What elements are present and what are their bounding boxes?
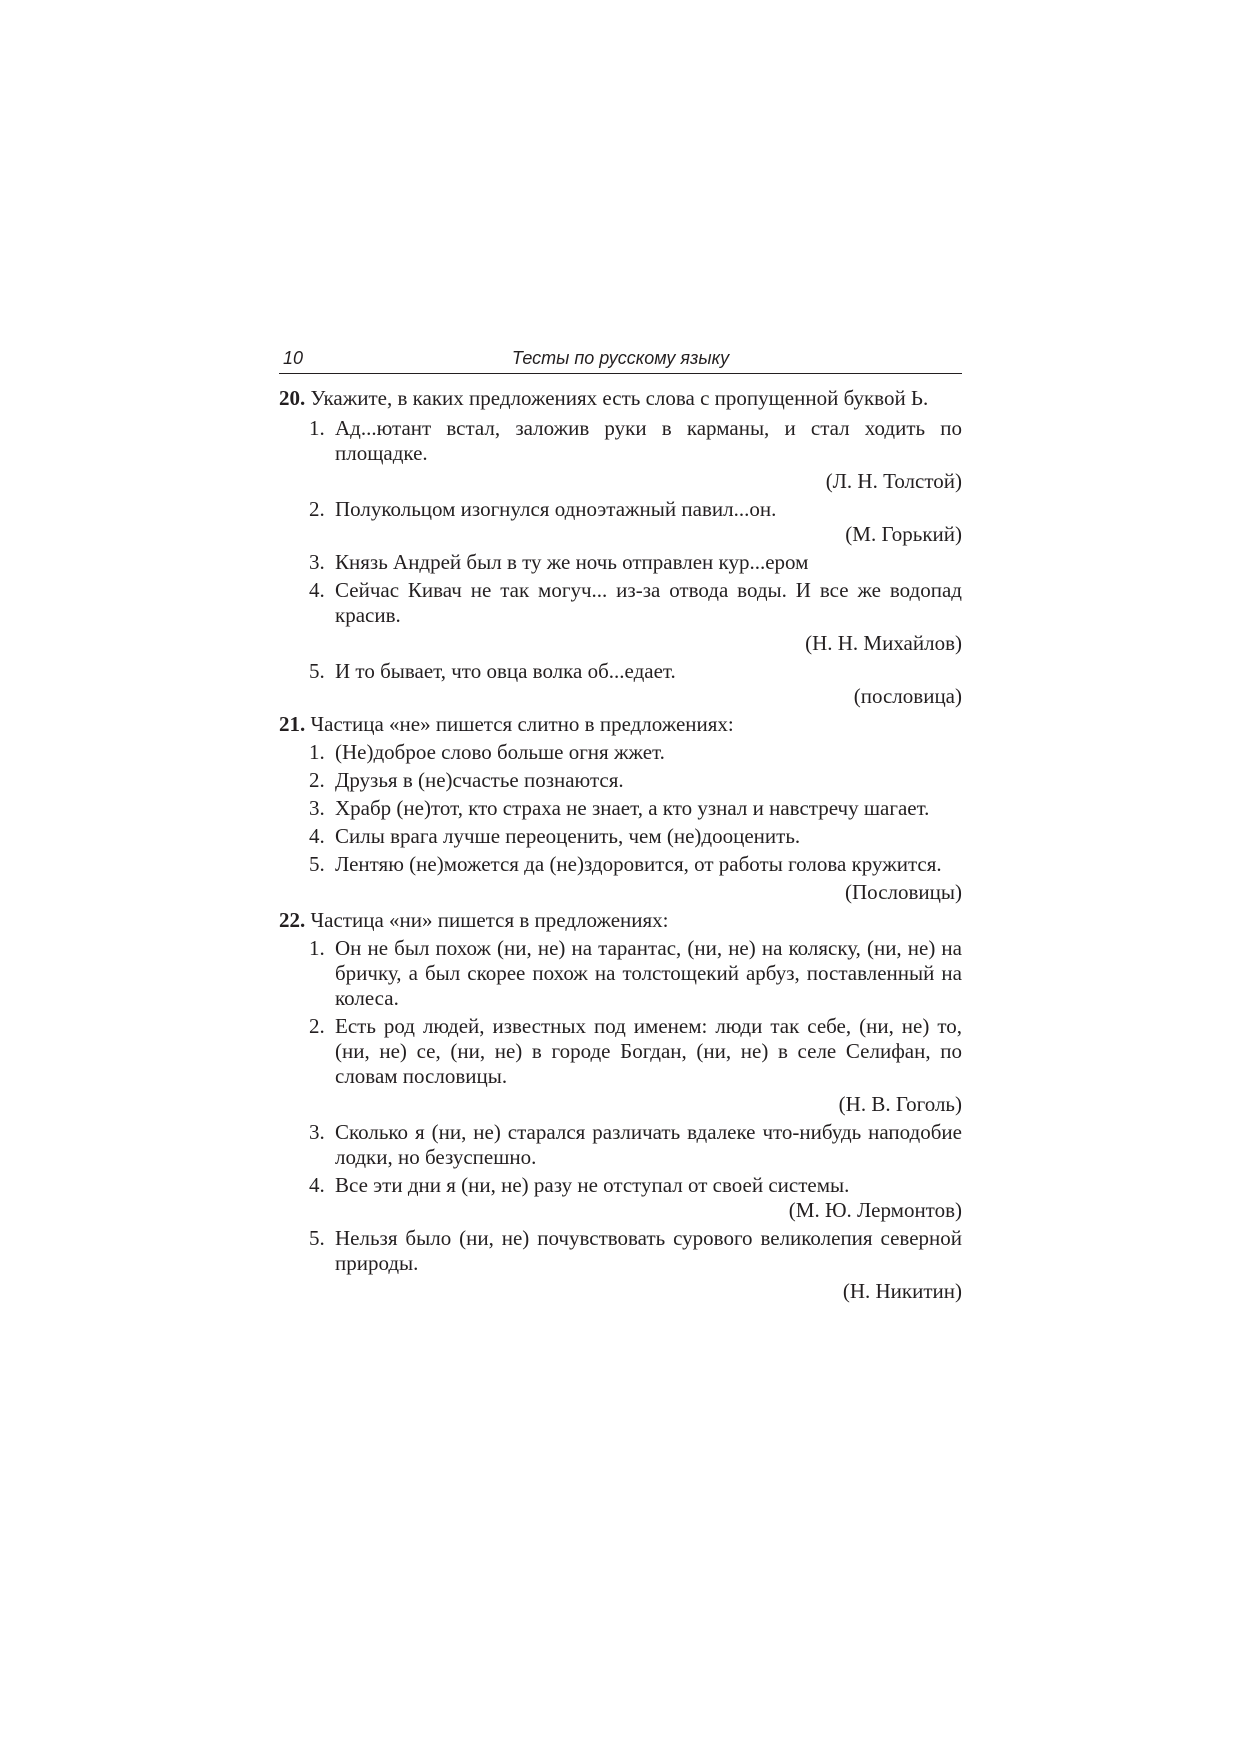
option-text: Есть род людей, известных под именем: люди так себе, (ни, не) то, (ни, не) се, (ни, не) в городе Богдан, (ни, не) в селе Селифан, по словам пословицы.	[335, 1014, 962, 1088]
question-prompt	[279, 712, 962, 737]
answer-option	[279, 740, 962, 765]
option-number: 5.	[309, 1226, 325, 1250]
option-number: 2.	[309, 497, 325, 521]
question-22	[279, 908, 962, 1304]
answer-option	[279, 768, 962, 793]
option-number: 3.	[309, 550, 325, 574]
answer-option	[279, 936, 962, 1011]
answer-option	[279, 497, 962, 522]
option-number: 4.	[309, 824, 325, 848]
attribution: (пословица)	[853, 684, 962, 708]
option-number: 2.	[309, 768, 325, 792]
answer-option	[279, 659, 962, 684]
attribution: (М. Горький)	[845, 522, 962, 546]
option-text: (Не)доброе слово больше огня жжет.	[335, 740, 665, 764]
question-20	[279, 386, 962, 709]
answer-option	[279, 1226, 962, 1276]
option-text: Полукольцом изогнулся одноэтажный павил...он.	[335, 497, 777, 521]
question-number: 21.	[279, 712, 306, 736]
page-number: 10	[283, 348, 304, 368]
attribution: (Пословицы)	[845, 880, 962, 904]
attribution: (Н. Никитин)	[842, 1279, 962, 1303]
answer-option	[279, 578, 962, 628]
answer-option	[279, 1120, 962, 1170]
option-number: 5.	[309, 852, 325, 876]
question-prompt	[279, 386, 962, 411]
question-prompt	[279, 908, 962, 933]
answer-option	[279, 796, 962, 821]
option-text: Он не был похож (ни, не) на тарантас, (ни, не) на коляску, (ни, не) на бричку, а был скорее похож на толстощекий арбуз, поставленный на колеса.	[335, 936, 962, 1010]
attribution: (М. Ю. Лермонтов)	[788, 1198, 962, 1222]
question-text: Укажите, в каких предложениях есть слова с пропущенной буквой Ь.	[310, 386, 929, 410]
option-number: 4.	[309, 578, 325, 602]
answer-option	[279, 824, 962, 849]
attribution: (Н. Н. Михайлов)	[805, 631, 962, 655]
option-number: 3.	[309, 1120, 325, 1144]
answer-option	[279, 416, 962, 466]
option-text: Лентяю (не)можется да (не)здоровится, от работы голова кружится.	[335, 852, 942, 876]
option-text: Сейчас Кивач не так могуч... из-за отвода воды. И все же водопад красив.	[335, 578, 962, 627]
attribution: (Н. В. Гоголь)	[838, 1092, 962, 1116]
option-number: 1.	[309, 416, 325, 440]
option-text: Друзья в (не)счастье познаются.	[335, 768, 624, 792]
option-text: Ад...ютант встал, заложив руки в карманы, и стал ходить по площадке.	[335, 416, 962, 465]
attribution: (Л. Н. Толстой)	[825, 469, 962, 493]
option-number: 1.	[309, 936, 325, 960]
option-text: Храбр (не)тот, кто страха не знает, а кто узнал и навстречу шагает.	[335, 796, 930, 820]
answer-option	[279, 1173, 962, 1198]
option-text: Князь Андрей был в ту же ночь отправлен кур...ером	[335, 550, 809, 574]
option-text: И то бывает, что овца волка об...едает.	[335, 659, 676, 683]
answer-option	[279, 1014, 962, 1089]
option-number: 2.	[309, 1014, 325, 1038]
question-number: 22.	[279, 908, 306, 932]
option-number: 4.	[309, 1173, 325, 1197]
question-number: 20.	[279, 386, 306, 410]
running-header	[279, 347, 962, 374]
option-text: Все эти дни я (ни, не) разу не отступал от своей системы.	[335, 1173, 850, 1197]
answer-option	[279, 852, 962, 877]
option-number: 1.	[309, 740, 325, 764]
question-21	[279, 712, 962, 905]
question-text: Частица «ни» пишется в предложениях:	[310, 908, 669, 932]
answer-option	[279, 550, 962, 575]
option-number: 5.	[309, 659, 325, 683]
question-text: Частица «не» пишется слитно в предложениях:	[310, 712, 734, 736]
option-text: Силы врага лучше переоценить, чем (не)дооценить.	[335, 824, 801, 848]
book-title: Тесты по русскому языку	[511, 348, 730, 368]
option-number: 3.	[309, 796, 325, 820]
page-content	[279, 347, 962, 1304]
option-text: Сколько я (ни, не) старался различать вдалеке что-нибудь наподобие лодки, но безуспешно.	[335, 1120, 962, 1169]
option-text: Нельзя было (ни, не) почувствовать сурового великолепия северной природы.	[335, 1226, 962, 1275]
